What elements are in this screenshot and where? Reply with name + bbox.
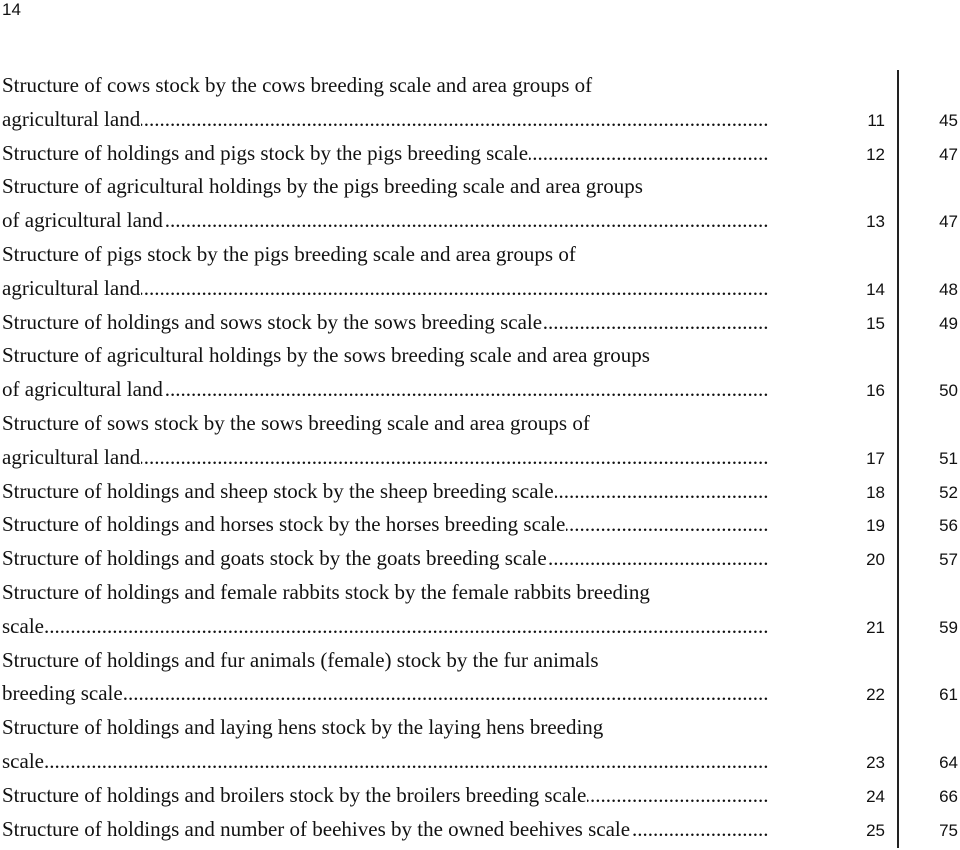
page-number-ref: 61 [939, 685, 958, 705]
page-number: 14 [2, 0, 21, 19]
toc-entry-text: Structure of sows stock by the sows breeding scale and area groups of [2, 411, 590, 435]
table-number: 13 [866, 212, 885, 232]
table-number: 19 [866, 516, 885, 536]
toc-entry-line [2, 136, 768, 170]
table-number: 16 [866, 381, 885, 401]
page-number-ref: 50 [939, 381, 958, 401]
toc-entry-line [2, 237, 768, 271]
page-number-ref: 47 [939, 212, 958, 232]
toc-entry-line [2, 474, 768, 508]
toc-entry-text: Structure of cows stock by the cows breeding scale and area groups of [2, 73, 593, 97]
column-divider [897, 70, 899, 848]
toc-entry-line [2, 778, 768, 812]
toc-entry-line [2, 710, 768, 744]
page-number-ref: 56 [939, 516, 958, 536]
toc-entry-line [2, 305, 768, 339]
toc-entry-line [2, 507, 768, 541]
table-number: 23 [866, 753, 885, 772]
toc-entry-text: Structure of pigs stock by the pigs breeding scale and area groups of [2, 242, 576, 266]
page-number-ref: 47 [939, 144, 958, 164]
page-number-ref: 59 [939, 617, 958, 637]
table-number: 25 [866, 820, 885, 840]
page-number-ref: 48 [939, 279, 958, 299]
page-number-ref: 66 [939, 786, 958, 806]
table-number: 20 [866, 550, 885, 570]
toc-entry-line [2, 643, 768, 677]
toc-entry-text: agricultural land [2, 106, 141, 131]
toc-entry-line [2, 812, 768, 846]
toc-entry-line [2, 541, 768, 575]
toc-entry-line [2, 338, 768, 372]
toc-entry-line [2, 203, 768, 237]
toc-entry-text: agricultural land [2, 444, 141, 469]
toc-entry-line [2, 68, 768, 102]
table-number: 14 [866, 279, 885, 299]
toc-entry-text: Structure of holdings and sheep stock by the sheep breeding scale [2, 478, 554, 503]
toc-entry-line [2, 271, 768, 305]
toc-entry-text: of agricultural land [2, 377, 163, 402]
toc-entry-text: Structure of holdings and goats stock by the goats breeding scale [2, 546, 547, 571]
page-number-ref: 49 [939, 313, 958, 333]
toc-entry-text: scale [2, 613, 44, 638]
table-number: 22 [866, 685, 885, 705]
page-number-ref: 75 [939, 820, 958, 840]
table-number: 17 [866, 448, 885, 468]
table-number: 15 [866, 313, 885, 333]
toc-entry-line [2, 102, 768, 136]
toc-entry-text: Structure of holdings and pigs stock by the pigs breeding scale [2, 140, 529, 165]
toc-entry-text: Structure of holdings and female rabbits stock by the female rabbits breeding [2, 580, 650, 604]
page-number-ref: 51 [939, 448, 958, 468]
table-number: 11 [867, 110, 885, 130]
toc-entry-text: Structure of holdings and horses stock by the horses breeding scale [2, 512, 566, 537]
table-number: 12 [866, 144, 885, 164]
toc-entry-text: Structure of holdings and fur animals (female) stock by the fur animals [2, 647, 599, 672]
toc-entry-text: scale [2, 749, 44, 773]
toc-entry-line [2, 169, 768, 203]
toc-entry-line [2, 575, 768, 609]
toc-entry-text: Structure of agricultural holdings by the sows breeding scale and area groups [2, 343, 650, 368]
toc-entry-text: Structure of agricultural holdings by the pigs breeding scale and area groups [2, 174, 643, 199]
toc-entry-line [2, 372, 768, 406]
page-number-ref: 57 [939, 550, 958, 570]
toc-entry-text: Structure of holdings and number of beehives by the owned beehives scale [2, 816, 631, 841]
table-number: 18 [866, 482, 885, 502]
toc-entry-line [2, 744, 768, 778]
toc-entry-line [2, 676, 768, 710]
toc-entry-text: Structure of holdings and broilers stock by the broilers breeding scale [2, 782, 587, 807]
toc-entry-text: Structure of holdings and laying hens stock by the laying hens breeding [2, 715, 604, 740]
toc-entry-line [2, 440, 768, 474]
page-number-ref: 45 [939, 110, 958, 130]
page-number-ref: 64 [939, 753, 958, 772]
toc-entry-text: breeding scale [2, 681, 123, 706]
toc-entry-text: Structure of holdings and sows stock by the sows breeding scale [2, 309, 543, 334]
page-number-ref: 52 [939, 482, 958, 502]
table-number: 21 [866, 617, 885, 637]
toc-entry-line [2, 609, 768, 643]
toc-entry-text: of agricultural land [2, 208, 163, 233]
table-number: 24 [866, 786, 885, 806]
toc-entry-text: agricultural land [2, 275, 141, 300]
toc-entry-line [2, 406, 768, 440]
